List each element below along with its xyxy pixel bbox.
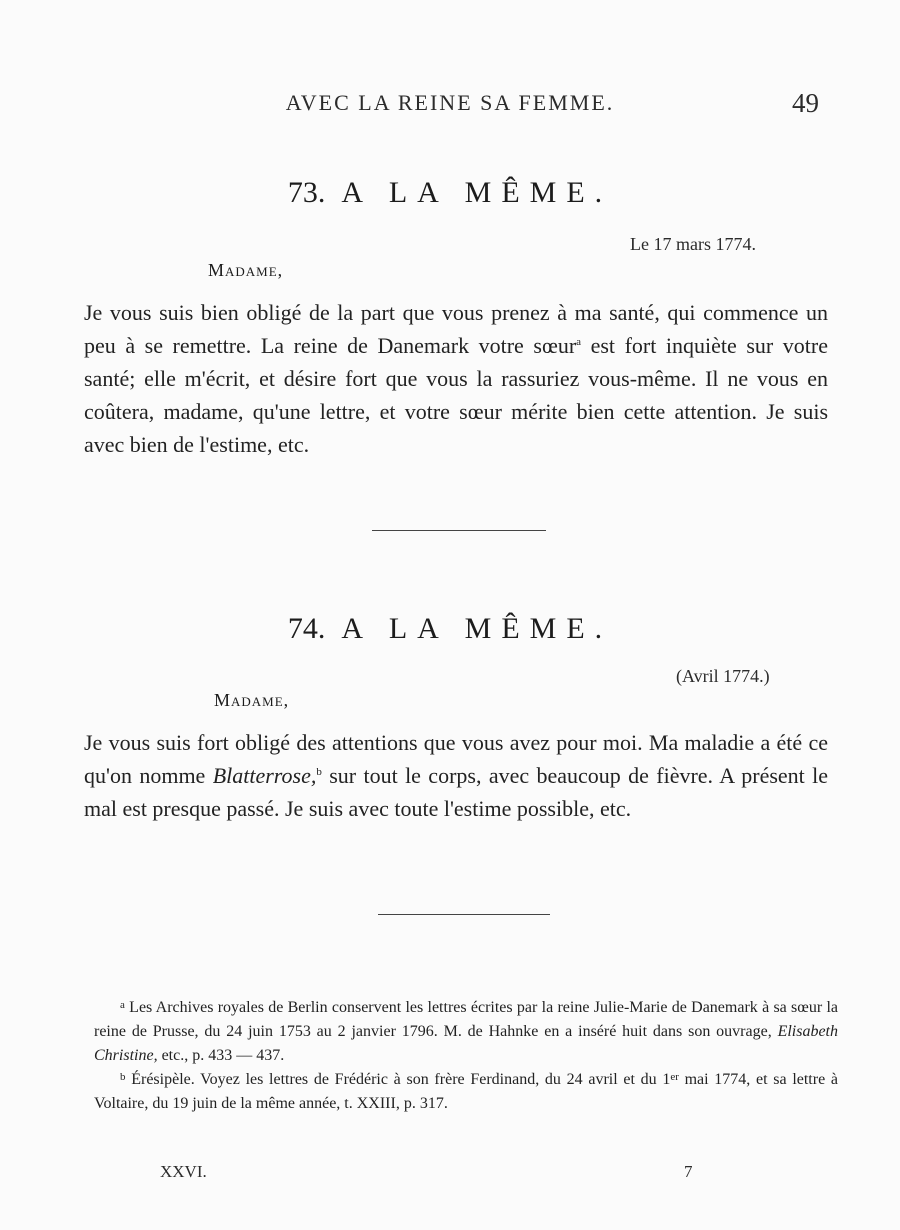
body-text: Je vous suis bien obligé de la part que vous prenez à ma santé, qui commence un peu à se remettre. La reine de Danemark votre sœur [84,300,828,358]
italic-term: Blatterrose, [212,763,317,788]
letter-title: A LA MÊME. [341,612,613,645]
footnote-italic: Elisabeth Christine, [94,1023,838,1064]
footnote-ref-a: a [576,336,582,348]
signature-number: 7 [684,1162,693,1181]
footnote-marker: b [120,1071,126,1083]
running-head [0,88,900,122]
letter-73-body [84,296,828,461]
page-number: 49 [792,88,819,118]
letter-73-salutation: Madame, [208,260,284,280]
footnote-sup: er [670,1071,679,1083]
letter-73-heading [0,176,900,210]
footnote-marker: a [120,999,125,1011]
footnotes [94,996,838,1116]
letter-title: A LA MÊME. [341,176,613,209]
letter-74-date: (Avril 1774.) [676,666,770,686]
letter-number: 73. [287,176,326,209]
footnote-text-after: etc., p. 433 — 437. [157,1047,285,1064]
volume-mark: XXVI. [160,1162,207,1181]
letter-number: 74. [287,612,326,645]
footnote-ref-b: b [316,766,322,778]
letter-74-body [84,726,828,825]
footnote-b [94,1068,838,1116]
footnote-text-after: mai 1774, et sa lettre à Voltaire, du 19 juin de la même année, t. XXIII, p. 317. [94,1071,838,1112]
footnote-text: Érésipèle. Voyez les lettres de Frédéric à son frère Ferdinand, du 24 avril et du 1 [125,1071,671,1088]
section-divider [372,530,546,531]
letter-74-salutation: Madame, [214,690,290,710]
footnote-text: Les Archives royales de Berlin conservent les lettres écrites par la reine Julie-Marie de Danemark à sa sœur la reine de Prusse, du 24 juin 1753 au 2 janvier 1796. M. de Hahnke en a inséré huit dans son ouvrage, [94,999,838,1040]
running-title: AVEC LA REINE SA FEMME. [285,90,615,115]
letter-74-heading [0,612,900,646]
footnote-a [94,996,838,1068]
body-text: Je vous suis fort obligé des attentions que vous avez pour moi. Ma maladie a été ce qu'on nomme [84,730,828,788]
letter-73-date: Le 17 mars 1774. [630,234,756,254]
section-divider [378,914,550,915]
body-text-continued: est fort inquiète sur votre santé; elle m'écrit, et désire fort que vous la rassuriez vous-même. Il ne vous en coûtera, madame, qu'une lettre, et votre sœur mérite bien cette attention. Je suis avec bien de l'estime, etc. [84,333,828,457]
body-text-continued: sur tout le corps, avec beaucoup de fièvre. A présent le mal est presque passé. Je suis avec toute l'estime possible, etc. [84,763,829,821]
